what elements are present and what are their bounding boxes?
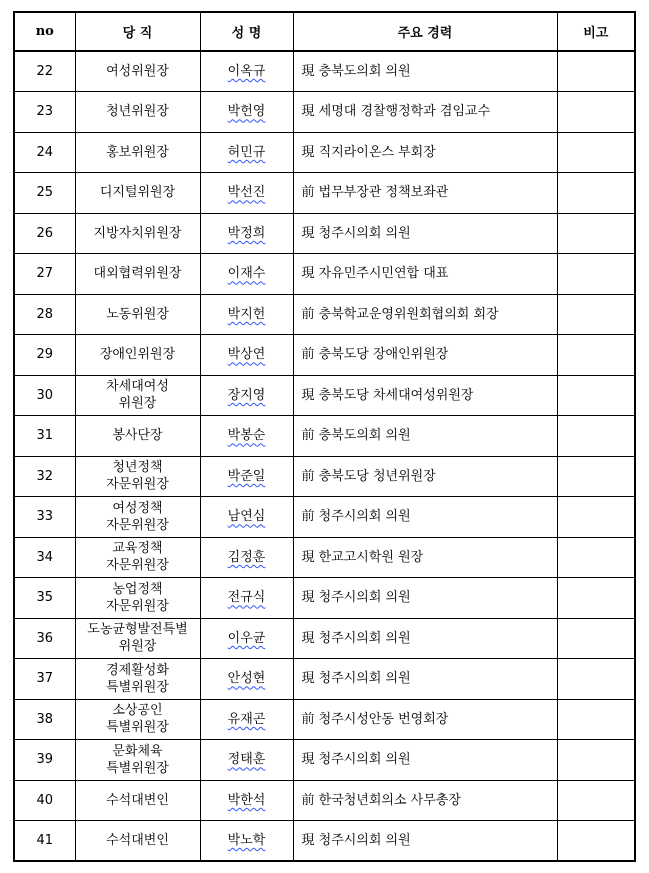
member-name: 장지영 <box>227 387 266 403</box>
cell-no: 25 <box>14 173 75 214</box>
cell-no: 28 <box>14 294 75 335</box>
cell-position: 수석대변인 <box>75 780 200 821</box>
table-row <box>14 659 635 700</box>
cell-position: 청년위원장 <box>75 92 200 133</box>
cell-name <box>200 740 293 781</box>
cell-note <box>557 132 635 173</box>
table-body <box>14 51 635 861</box>
cell-career: 現 청주시의회 의원 <box>293 578 557 619</box>
table-row <box>14 740 635 781</box>
member-name: 박준일 <box>227 468 266 484</box>
cell-note <box>557 213 635 254</box>
cell-note <box>557 456 635 497</box>
table-row <box>14 173 635 214</box>
cell-career: 現 청주시의회 의원 <box>293 618 557 659</box>
cell-position: 디지털위원장 <box>75 173 200 214</box>
header-position: 당 직 <box>75 12 200 51</box>
table-row <box>14 699 635 740</box>
cell-note <box>557 699 635 740</box>
cell-position: 소상공인 특별위원장 <box>75 699 200 740</box>
cell-no: 41 <box>14 821 75 862</box>
cell-career: 現 청주시의회 의원 <box>293 213 557 254</box>
table-row <box>14 51 635 92</box>
cell-career: 前 청주시성안동 번영회장 <box>293 699 557 740</box>
member-name: 박지헌 <box>227 306 266 322</box>
cell-career: 現 청주시의회 의원 <box>293 821 557 862</box>
cell-note <box>557 659 635 700</box>
header-note: 비고 <box>557 12 635 51</box>
cell-no: 24 <box>14 132 75 173</box>
cell-name <box>200 699 293 740</box>
table-row <box>14 294 635 335</box>
cell-career: 現 충북도의회 의원 <box>293 51 557 92</box>
cell-note <box>557 254 635 295</box>
cell-career: 前 법무부장관 정책보좌관 <box>293 173 557 214</box>
cell-no: 34 <box>14 537 75 578</box>
cell-name <box>200 294 293 335</box>
cell-position: 수석대변인 <box>75 821 200 862</box>
members-table <box>13 11 636 862</box>
cell-name <box>200 254 293 295</box>
cell-note <box>557 51 635 92</box>
member-name: 김정훈 <box>227 549 266 565</box>
member-name: 이옥규 <box>227 64 266 79</box>
cell-career: 現 세명대 경찰행정학과 겸임교수 <box>293 92 557 133</box>
cell-position: 문화체육 특별위원장 <box>75 740 200 781</box>
cell-career: 現 자유민주시민연합 대표 <box>293 254 557 295</box>
cell-no: 37 <box>14 659 75 700</box>
cell-no: 38 <box>14 699 75 740</box>
cell-name <box>200 780 293 821</box>
cell-note <box>557 618 635 659</box>
cell-note <box>557 821 635 862</box>
member-name: 허민규 <box>227 144 266 160</box>
table-row <box>14 618 635 659</box>
member-name: 박정희 <box>227 225 266 241</box>
cell-note <box>557 294 635 335</box>
header-no: no <box>14 12 75 51</box>
cell-career: 前 충북학교운영위원회협의회 회장 <box>293 294 557 335</box>
cell-name <box>200 821 293 862</box>
cell-name <box>200 497 293 538</box>
table-row <box>14 254 635 295</box>
cell-no: 31 <box>14 416 75 457</box>
cell-name <box>200 578 293 619</box>
cell-position: 경제활성화 특별위원장 <box>75 659 200 700</box>
cell-position: 여성위원장 <box>75 51 200 92</box>
member-name: 박봉순 <box>227 428 266 444</box>
table-row <box>14 132 635 173</box>
cell-name <box>200 456 293 497</box>
table-row <box>14 335 635 376</box>
cell-position: 봉사단장 <box>75 416 200 457</box>
cell-career: 現 청주시의회 의원 <box>293 740 557 781</box>
cell-position: 도농균형발전특별 위원장 <box>75 618 200 659</box>
cell-position: 대외협력위원장 <box>75 254 200 295</box>
cell-note <box>557 173 635 214</box>
cell-career: 現 충북도당 차세대여성위원장 <box>293 375 557 416</box>
cell-name <box>200 173 293 214</box>
member-name: 남연심 <box>227 509 266 525</box>
table-row <box>14 92 635 133</box>
cell-position: 장애인위원장 <box>75 335 200 376</box>
cell-position: 청년정책 자문위원장 <box>75 456 200 497</box>
member-name: 이재수 <box>227 266 266 282</box>
table-row <box>14 780 635 821</box>
cell-career: 前 한국청년회의소 사무총장 <box>293 780 557 821</box>
cell-no: 35 <box>14 578 75 619</box>
table-row <box>14 578 635 619</box>
table-row <box>14 821 635 862</box>
member-name: 박노학 <box>227 833 266 848</box>
cell-name <box>200 335 293 376</box>
cell-no: 26 <box>14 213 75 254</box>
cell-name <box>200 132 293 173</box>
cell-career: 現 한교고시학원 원장 <box>293 537 557 578</box>
header-name: 성 명 <box>200 12 293 51</box>
cell-no: 33 <box>14 497 75 538</box>
cell-note <box>557 335 635 376</box>
cell-name <box>200 92 293 133</box>
cell-note <box>557 375 635 416</box>
table-row <box>14 375 635 416</box>
cell-note <box>557 537 635 578</box>
member-name: 박헌영 <box>227 104 266 120</box>
cell-no: 22 <box>14 51 75 92</box>
cell-no: 23 <box>14 92 75 133</box>
member-name: 안성현 <box>227 671 266 687</box>
cell-no: 27 <box>14 254 75 295</box>
cell-position: 홍보위원장 <box>75 132 200 173</box>
cell-note <box>557 497 635 538</box>
member-name: 박한석 <box>227 792 266 808</box>
cell-no: 36 <box>14 618 75 659</box>
cell-career: 前 충북도의회 의원 <box>293 416 557 457</box>
cell-career: 前 충북도당 청년위원장 <box>293 456 557 497</box>
table-row <box>14 497 635 538</box>
cell-career: 現 청주시의회 의원 <box>293 659 557 700</box>
cell-note <box>557 740 635 781</box>
cell-position: 노동위원장 <box>75 294 200 335</box>
cell-note <box>557 416 635 457</box>
member-name: 박상연 <box>227 347 266 363</box>
member-name: 전규식 <box>227 590 266 606</box>
cell-career: 前 충북도당 장애인위원장 <box>293 335 557 376</box>
cell-career: 現 직지라이온스 부회장 <box>293 132 557 173</box>
member-name: 박선진 <box>227 185 266 201</box>
cell-position: 여성정책 자문위원장 <box>75 497 200 538</box>
cell-note <box>557 92 635 133</box>
cell-no: 39 <box>14 740 75 781</box>
header-row <box>14 12 635 51</box>
cell-name <box>200 375 293 416</box>
cell-note <box>557 578 635 619</box>
cell-name <box>200 213 293 254</box>
cell-name <box>200 659 293 700</box>
member-name: 정태훈 <box>227 752 266 768</box>
table-row <box>14 213 635 254</box>
table-row <box>14 416 635 457</box>
cell-career: 前 청주시의회 의원 <box>293 497 557 538</box>
table-row <box>14 456 635 497</box>
cell-no: 40 <box>14 780 75 821</box>
cell-name <box>200 618 293 659</box>
member-name: 이우균 <box>227 630 266 646</box>
table-row <box>14 537 635 578</box>
member-name: 유재곤 <box>227 711 266 727</box>
cell-position: 교육정책 자문위원장 <box>75 537 200 578</box>
cell-position: 농업정책 자문위원장 <box>75 578 200 619</box>
header-career: 주요 경력 <box>293 12 557 51</box>
cell-name <box>200 51 293 92</box>
cell-no: 29 <box>14 335 75 376</box>
table-header <box>14 12 635 51</box>
cell-name <box>200 537 293 578</box>
cell-no: 32 <box>14 456 75 497</box>
cell-name <box>200 416 293 457</box>
cell-position: 차세대여성 위원장 <box>75 375 200 416</box>
cell-no: 30 <box>14 375 75 416</box>
cell-position: 지방자치위원장 <box>75 213 200 254</box>
cell-note <box>557 780 635 821</box>
